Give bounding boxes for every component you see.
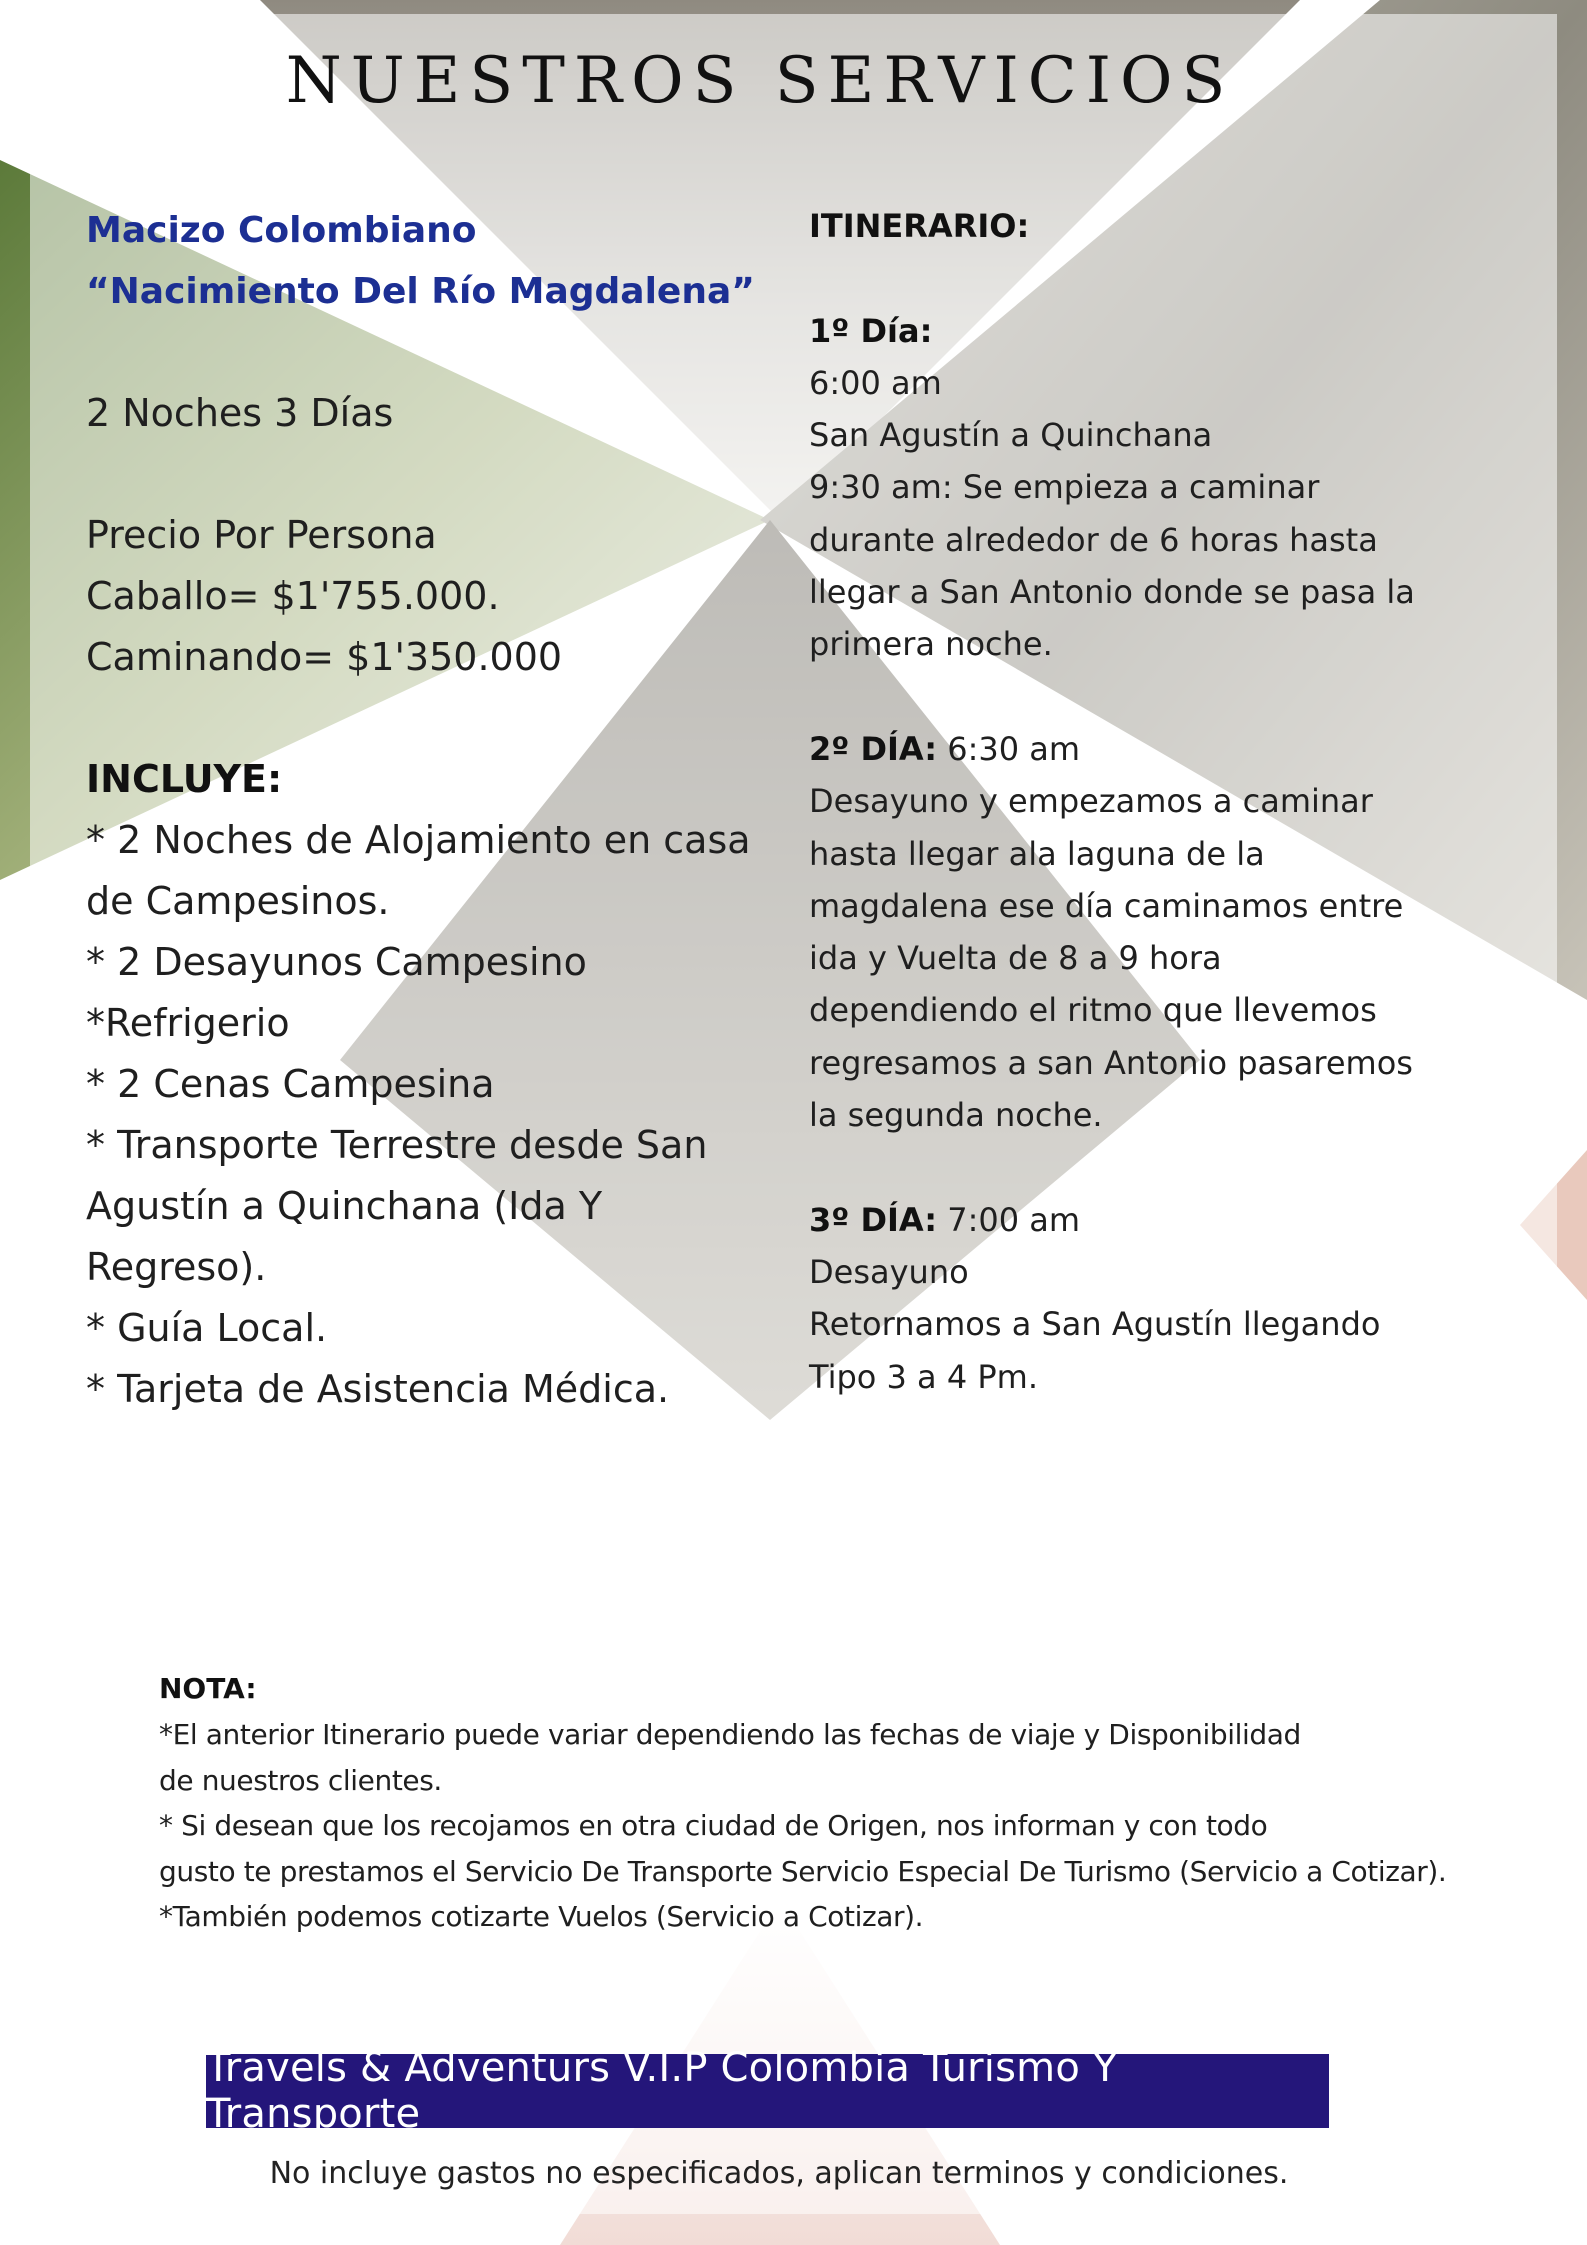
note-heading: NOTA: [159, 1672, 257, 1705]
day3-label: 3º DÍA: [809, 1200, 938, 1239]
company-name: Travels & Adventurs V.I.P Colombia Turismo Y Transporte [206, 2045, 1118, 2137]
day1-line: durante alrededor de 6 horas hasta [809, 520, 1378, 559]
day3-line: Retornamos a San Agustín llegando [809, 1305, 1381, 1344]
day3-header [809, 1194, 1509, 1246]
day1-line: San Agustín a Quinchana [809, 416, 1213, 455]
note-section [159, 1666, 1559, 1940]
spacer [86, 322, 786, 383]
includes-line: *Refrigerio [86, 1001, 290, 1045]
spacer [809, 1141, 1509, 1193]
includes-line: * Guía Local. [86, 1306, 328, 1350]
note-line: * Si desean que los recojamos en otra ciudad de Origen, nos informan y con todo [159, 1809, 1268, 1843]
note-line: *El anterior Itinerario puede variar dependiendo las fechas de viaje y Disponibilidad [159, 1718, 1301, 1751]
day2-line: dependiendo el ritmo que llevemos [809, 991, 1377, 1030]
note-line: *También podemos cotizarte Vuelos (Servicio a Cotizar). [159, 1900, 924, 1934]
day2-header [809, 723, 1509, 775]
day1-line: llegar a San Antonio donde se pasa la [809, 573, 1415, 612]
tour-name-line2: “Nacimiento Del Río Magdalena” [86, 271, 755, 312]
day3-time: 7:00 am [937, 1200, 1081, 1239]
day2-time: 6:30 am [937, 729, 1081, 768]
day3-line: Tipo 3 a 4 Pm. [809, 1357, 1038, 1396]
spacer [86, 688, 786, 749]
price-walking: Caminando= $1'350.000 [86, 635, 563, 679]
day2-label: 2º DÍA: [809, 729, 938, 768]
day2-line: la segunda noche. [809, 1096, 1103, 1135]
day1-label: 1º Día: [809, 311, 933, 350]
day2-line: hasta llegar ala laguna de la [809, 834, 1265, 873]
tour-summary [86, 200, 786, 1420]
disclaimer: No incluye gastos no especificados, aplican terminos y condiciones. [269, 2156, 1289, 2191]
note-line: gusto te prestamos el Servicio De Transporte Servicio Especial De Turismo (Servicio a Cotizar). [159, 1854, 1447, 1888]
day2-line: regresamos a san Antonio pasaremos [809, 1043, 1413, 1082]
day2-line: ida y Vuelta de 8 a 9 hora [809, 939, 1222, 978]
price-horse: Caballo= $1'755.000. [86, 574, 500, 618]
includes-line: * 2 Noches de Alojamiento en casa [86, 818, 751, 862]
includes-line: Regreso). [86, 1245, 267, 1289]
includes-line: * 2 Cenas Campesina [86, 1062, 495, 1106]
day2-line: magdalena ese día caminamos entre [809, 886, 1404, 925]
includes-line: de Campesinos. [86, 879, 390, 923]
note-line: de nuestros clientes. [159, 1763, 442, 1797]
spacer [86, 444, 786, 505]
includes-line: * Tarjeta de Asistencia Médica. [86, 1367, 670, 1411]
itinerary-heading: ITINERARIO: [809, 207, 1030, 245]
day1-line: primera noche. [809, 625, 1053, 664]
company-banner [206, 2045, 1329, 2137]
includes-line: * Transporte Terrestre desde San [86, 1123, 708, 1167]
includes-line: Agustín a Quinchana (Ida Y [86, 1184, 603, 1228]
day1-line: 6:00 am [809, 363, 942, 402]
spacer [809, 252, 1509, 304]
includes-line: * 2 Desayunos Campesino [86, 940, 587, 984]
day3-line: Desayuno [809, 1252, 969, 1291]
tour-name-line1: Macizo Colombiano [86, 210, 477, 251]
day2-line: Desayuno y empezamos a caminar [809, 782, 1373, 821]
tour-duration: 2 Noches 3 Días [86, 391, 394, 435]
itinerary [809, 200, 1509, 1403]
includes-heading: INCLUYE: [86, 757, 283, 801]
includes-list [86, 810, 786, 1420]
spacer [809, 671, 1509, 723]
price-heading: Precio Por Persona [86, 513, 437, 557]
day1-line: 9:30 am: Se empieza a caminar [809, 468, 1320, 507]
page-title: NUESTROS SERVICIOS [285, 44, 1235, 118]
